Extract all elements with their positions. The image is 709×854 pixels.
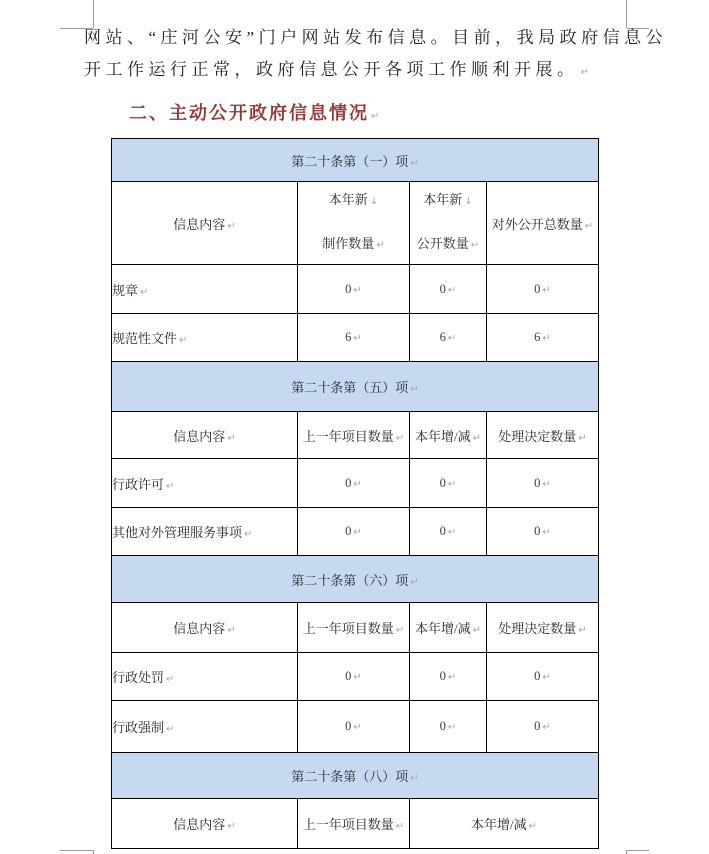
header-cell-last-year-count: 上一年项目数量 ↵ [298,799,410,849]
paragraph-mark-icon: ↵ [472,432,481,444]
crop-mark-bottom-right-vertical [626,850,627,854]
value-cell: 6 ↵ [298,314,410,362]
row-label: 行政强制 ↵ [112,701,298,753]
paragraph-mark-icon: ↵ [395,625,405,636]
header-cell-new-published: 本年新 ↓ 公开数量 ↵ [410,182,487,265]
table-row [112,314,599,362]
crop-mark-bottom-right-horizontal [627,850,649,851]
section-band-article20-item6: 第二十条第（六）项 ↵ [112,556,599,603]
paragraph-mark-icon: ↵ [353,527,362,538]
header-row [112,412,599,459]
row-label: 规范性文件 ↵ [112,314,298,362]
header-cell-total-public: 对外公开总数量 ↵ [487,182,599,265]
paragraph-mark-icon: ↵ [395,821,405,832]
paragraph-mark-icon: ↵ [410,157,419,169]
paragraph-mark-icon: ↵ [578,625,587,636]
header-cell-new-made: 本年新 ↓ 制作数量 ↵ [298,182,410,265]
paragraph-mark-icon: ↵ [227,821,236,832]
value-cell: 0 ↵ [410,508,487,556]
paragraph-mark-icon: ↵ [542,722,551,733]
table-row [112,508,599,556]
line-break-mark-icon: ↓ [369,196,379,207]
paragraph-mark-icon: ↵ [542,527,551,538]
paragraph-mark-icon: ↵ [584,220,594,232]
value-cell: 0 ↵ [298,265,410,314]
line-break-mark-icon: ↓ [464,196,473,207]
section-band-article20-item1: 第二十条第（一）项 ↵ [112,139,599,182]
paragraph-mark-icon: ↵ [353,722,362,733]
paragraph-mark-icon: ↵ [353,284,362,296]
row-label: 行政许可 ↵ [112,459,298,508]
body-paragraph [84,22,668,89]
paragraph-mark-icon: ↵ [371,111,380,122]
section-band-row [112,556,599,603]
paragraph-mark-icon: ↵ [353,672,362,683]
value-cell: 0 ↵ [487,459,599,508]
crop-mark-bottom-left-horizontal [60,850,93,851]
header-cell-decisions: 处理决定数量 ↵ [487,412,599,459]
table-row [112,701,599,753]
section-band-row [112,362,599,412]
crop-mark-bottom-left-vertical [93,850,94,854]
section-band-row [112,753,599,799]
paragraph-mark-icon: ↵ [395,432,405,444]
value-cell: 0 ↵ [487,508,599,556]
paragraph-mark-icon: ↵ [542,478,551,490]
header-cell-info-content: 信息内容 ↵ [112,799,298,849]
value-cell: 0 ↵ [487,265,599,314]
section-band-article20-item8: 第二十条第（八）项 ↵ [112,753,599,799]
section-heading: 二、主动公开政府信息情况 ↵ [129,103,380,123]
paragraph-mark-icon: ↵ [472,625,481,636]
value-cell: 0 ↵ [487,701,599,753]
section-band-row [112,139,599,182]
table-row [112,459,599,508]
paragraph-line-2: 开工作运行正常，政府信息公开各项工作顺利开展。 ↵ [84,60,589,79]
paragraph-mark-icon: ↵ [227,220,236,232]
paragraph-mark-icon: ↵ [447,672,457,683]
header-cell-info-content: 信息内容 ↵ [112,412,298,459]
value-cell: 0 ↵ [298,653,410,701]
header-cell-info-content: 信息内容 ↵ [112,603,298,653]
paragraph-mark-icon: ↵ [542,284,551,296]
paragraph-mark-icon: ↵ [140,286,149,298]
paragraph-line-1: 网站、“庄河公安”门户网站发布信息。目前，我局政府信息公 [84,28,668,47]
paragraph-mark-icon: ↵ [179,335,188,346]
paragraph-mark-icon: ↵ [470,240,480,251]
row-label: 规章 ↵ [112,265,298,314]
paragraph-mark-icon: ↵ [227,432,236,444]
value-cell: 6 ↵ [410,314,487,362]
paragraph-mark-icon: ↵ [528,821,537,832]
paragraph-mark-icon: ↵ [410,384,419,395]
paragraph-mark-icon: ↵ [447,722,457,733]
header-cell-last-year-count: 上一年项目数量 ↵ [298,603,410,653]
paragraph-mark-icon: ↵ [410,576,419,588]
paragraph-mark-icon: ↵ [542,672,551,683]
paragraph-mark-icon: ↵ [227,625,236,636]
value-cell: 0 ↵ [410,653,487,701]
row-label: 行政处罚 ↵ [112,653,298,701]
paragraph-mark-icon: ↵ [410,773,419,784]
header-row [112,799,599,849]
paragraph-mark-icon: ↵ [166,480,175,492]
header-cell-last-year-count: 上一年项目数量 ↵ [298,412,410,459]
paragraph-mark-icon: ↵ [447,284,457,296]
header-cell-change: 本年增/减 ↵ [410,412,487,459]
header-row [112,603,599,653]
section-band-article20-item5: 第二十条第（五）项 ↵ [112,362,599,412]
header-cell-change: 本年增/减 ↵ [410,603,487,653]
paragraph-mark-icon: ↵ [447,478,457,490]
paragraph-mark-icon: ↵ [542,333,551,344]
paragraph-mark-icon: ↵ [244,529,253,540]
paragraph-mark-icon: ↵ [166,674,175,685]
value-cell: 0 ↵ [298,508,410,556]
header-cell-decisions: 处理决定数量 ↵ [487,603,599,653]
disclosure-statistics-table [111,138,599,849]
value-cell: 0 ↵ [410,701,487,753]
paragraph-mark-icon: ↵ [447,333,457,344]
value-cell: 0 ↵ [487,653,599,701]
header-row [112,182,599,265]
value-cell: 0 ↵ [410,265,487,314]
paragraph-mark-icon: ↵ [580,67,589,78]
row-label: 其他对外管理服务事项 ↵ [112,508,298,556]
paragraph-mark-icon: ↵ [447,527,457,538]
value-cell: 0 ↵ [298,459,410,508]
value-cell: 6 ↵ [487,314,599,362]
value-cell: 0 ↵ [298,701,410,753]
paragraph-mark-icon: ↵ [353,478,362,490]
paragraph-mark-icon: ↵ [578,432,587,444]
header-cell-info-content: 信息内容 ↵ [112,182,298,265]
header-cell-change-merged: 本年增/减 ↵ [410,799,599,849]
paragraph-mark-icon: ↵ [166,724,175,735]
paragraph-mark-icon: ↵ [376,240,385,251]
value-cell: 0 ↵ [410,459,487,508]
paragraph-mark-icon: ↵ [353,333,362,344]
table-row [112,265,599,314]
table-row [112,653,599,701]
